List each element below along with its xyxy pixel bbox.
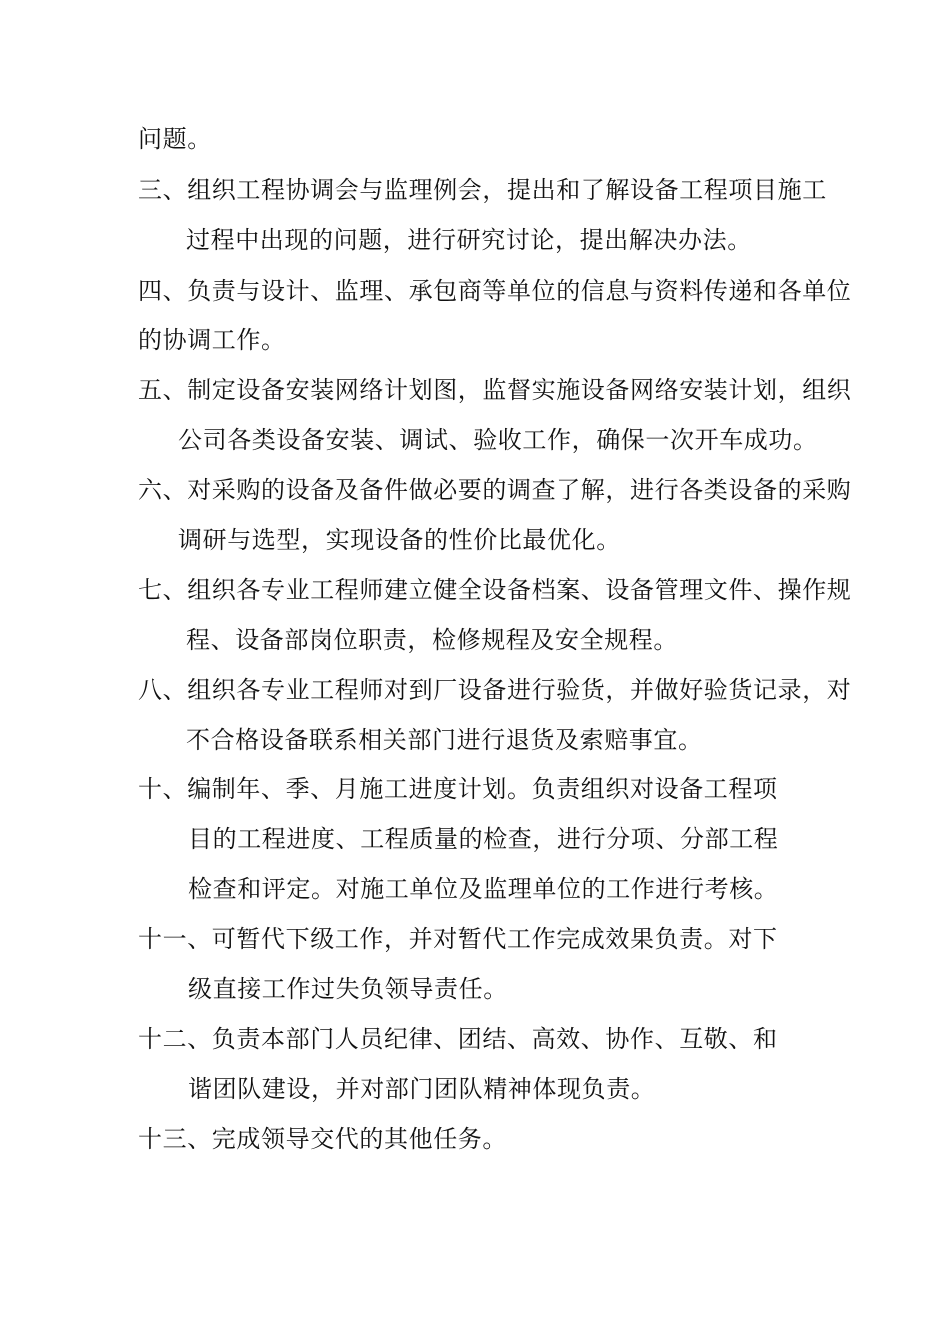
text-line: 调研与选型，实现设备的性价比最优化。 [178,526,621,554]
text-line: 检查和评定。对施工单位及监理单位的工作进行考核。 [188,875,779,903]
text-line: 五、制定设备安装网络计划图，监督实施设备网络安装计划，组织 [138,376,852,404]
text-line: 十二、负责本部门人员纪律、团结、高效、协作、互敬、和 [138,1025,778,1053]
text-line: 八、组织各专业工程师对到厂设备进行验货，并做好验货记录，对 [138,676,852,704]
text-line: 十一、可暂代下级工作，并对暂代工作完成效果负责。对下 [138,925,778,953]
text-line: 六、对采购的设备及备件做必要的调查了解，进行各类设备的采购 [138,476,852,504]
text-line: 的协调工作。 [138,326,286,354]
text-line: 级直接工作过失负领导责任。 [188,975,508,1003]
text-line: 程、设备部岗位职责，检修规程及安全规程。 [186,626,678,654]
text-line: 过程中出现的问题，进行研究讨论，提出解决办法。 [186,226,752,254]
text-line: 谐团队建设，并对部门团队精神体现负责。 [188,1075,656,1103]
text-line: 三、组织工程协调会与监理例会，提出和了解设备工程项目施工 [138,176,827,204]
text-line: 七、组织各专业工程师建立健全设备档案、设备管理文件、操作规 [138,576,852,604]
text-line: 公司各类设备安装、调试、验收工作，确保一次开车成功。 [178,426,818,454]
text-line: 十、编制年、季、月施工进度计划。负责组织对设备工程项 [138,775,778,803]
text-line: 十三、完成领导交代的其他任务。 [138,1125,507,1153]
text-line: 四、负责与设计、监理、承包商等单位的信息与资料传递和各单位 [138,277,852,305]
text-line: 问题。 [138,125,212,153]
text-line: 不合格设备联系相关部门进行退货及索赔事宜。 [186,726,703,754]
text-line: 目的工程进度、工程质量的检查，进行分项、分部工程 [188,825,779,853]
